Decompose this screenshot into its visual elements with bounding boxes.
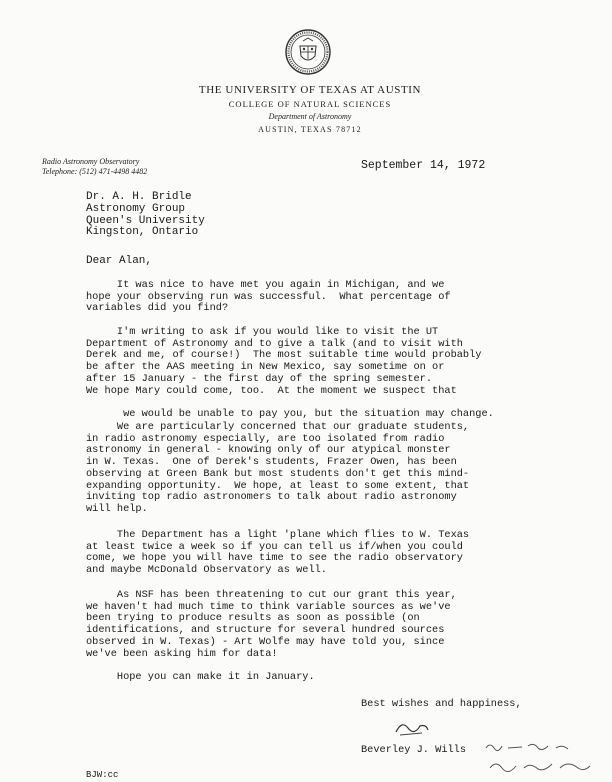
recipient-line: Queen's University — [86, 214, 205, 227]
text-line-content: we would be unable to pay you, but the situation may change. — [123, 407, 494, 420]
paragraph-4 — [86, 530, 526, 577]
text-line: expanding opportunity. We hope, at least to some extent, that — [86, 479, 470, 492]
typist-initials: BJW:cc — [86, 770, 119, 780]
text-line: inviting top radio astronomers to talk about radio astronomy — [86, 491, 457, 504]
text-line: in radio astronomy especially, are too isolated from radio — [86, 432, 445, 445]
text-line: We are particularly concerned that our graduate students, — [86, 421, 470, 433]
text-line: observed in W. Texas) - Art Wolfe may have told you, since — [86, 635, 445, 648]
text-line: As NSF has been threatening to cut our grant this year, — [86, 589, 457, 601]
paragraph-5 — [86, 590, 526, 660]
paragraph-2 — [86, 327, 526, 432]
recipient-line: Dr. A. H. Bridle — [86, 191, 192, 203]
text-line: after 15 January - the first day of the spring semester. — [86, 372, 433, 385]
text-line: we've been asking him for data! — [86, 647, 278, 660]
paragraph-1 — [86, 280, 526, 315]
signer-name: Beverley J. Wills — [361, 744, 467, 756]
paragraph-3 — [86, 422, 526, 516]
text-line: The Department has a light 'plane which flies to W. Texas — [86, 529, 470, 541]
recipient-line: Astronomy Group — [86, 202, 186, 215]
letterhead-department: Department of Astronomy — [268, 112, 352, 121]
text-line: Hope you can make it in January. — [86, 671, 315, 683]
university-seal-icon — [284, 28, 332, 76]
recipient-address — [86, 192, 205, 239]
text-line: Department of Astronomy and to give a talk (and to visit with — [86, 337, 463, 350]
text-line: in W. Texas. One of Derek's students, Frazer Owen, has been — [86, 456, 457, 469]
handwritten-note-icon — [478, 738, 598, 778]
observatory-name: Radio Astronomy Observatory — [42, 157, 140, 166]
text-line: and maybe McDonald Observatory as well. — [86, 564, 327, 577]
text-line: observing at Green Bank but most students don't get this mind- — [86, 467, 470, 480]
signature-icon — [392, 716, 432, 738]
observatory-telephone: Telephone: (512) 471-4498 4482 — [42, 167, 148, 176]
letterhead-college: COLLEGE OF NATURAL SCIENCES — [228, 99, 392, 109]
text-line: will help. — [86, 502, 148, 515]
text-line: We hope Mary could come, too. At the moment we suspect that — [86, 384, 457, 397]
text-line: I'm writing to ask if you would like to visit the UT — [86, 326, 439, 338]
text-line: identifications, and structure for several hundred sources — [86, 624, 445, 637]
recipient-line: Kingston, Ontario — [86, 226, 199, 239]
text-line: be after the AAS meeting in New Mexico, say sometime on or — [86, 361, 445, 374]
text-line: It was nice to have met you again in Michigan, and we — [86, 279, 445, 291]
text-line: been trying to produce results as soon as possible (on — [86, 612, 420, 625]
letter-date: September 14, 1972 — [361, 159, 486, 172]
text-line: astronomy in general - knowing only of our atypical monster — [86, 444, 451, 457]
text-line: at least twice a week so if you can tell us if/when you could — [86, 540, 463, 553]
observatory-info — [42, 157, 147, 177]
text-line: variables did you find? — [86, 302, 229, 315]
closing: Best wishes and happiness, — [361, 698, 522, 710]
text-line: we haven't had much time to think variable sources as we've — [86, 600, 451, 613]
letterhead-city: AUSTIN, TEXAS 78712 — [258, 125, 362, 134]
salutation: Dear Alan, — [86, 255, 153, 267]
text-line: come, we hope you will have time to see the radio observatory — [86, 552, 463, 565]
paragraph-6 — [86, 672, 526, 684]
text-line: Derek and me, of course!) The most suitable time would probably — [86, 349, 482, 362]
letterhead-university: THE UNIVERSITY OF TEXAS AT AUSTIN — [198, 84, 422, 96]
text-line: hope your observing run was successful. What percentage of — [86, 290, 451, 303]
